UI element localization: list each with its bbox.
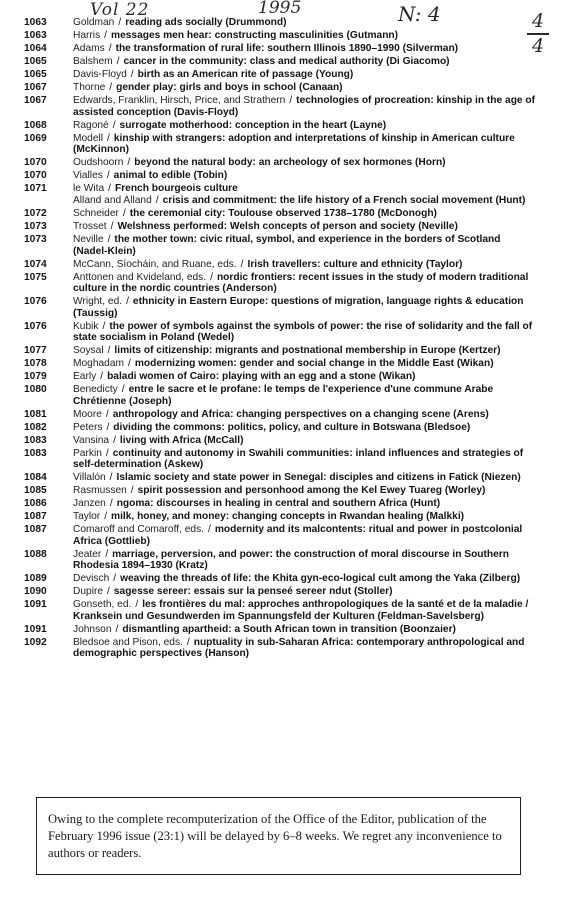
page-number: 1074 — [24, 258, 47, 270]
review-title: anthropology and Africa: changing perspectives on a changing scene (Arens) — [112, 408, 489, 420]
review-entry — [24, 586, 536, 598]
page-number: 1070 — [24, 157, 47, 168]
review-author: Goldman — [73, 17, 115, 28]
review-author: Gonseth, ed. — [73, 599, 132, 610]
page-number: 1087 — [24, 511, 47, 522]
review-title: nordic frontiers: recent issues in the study of modern traditional culture in the nordic countries (Anderson) — [73, 271, 529, 294]
review-author: Ragoné — [73, 119, 109, 131]
review-title: the transformation of rural life: southern Illinois 1890–1990 (Silverman) — [115, 43, 459, 54]
handwritten-issue-number: N: 4 — [398, 2, 441, 26]
review-title: gender play: girls and boys in school (Canaan) — [116, 82, 343, 93]
page-number: 1077 — [24, 345, 47, 356]
separator: / — [210, 271, 213, 283]
separator: / — [113, 573, 117, 584]
review-title: reading ads socially (Drummond) — [125, 17, 287, 28]
review-entry — [24, 422, 536, 434]
review-title: crisis and commitment: the life history of a French social movement (Hunt) — [162, 195, 526, 206]
review-entry — [24, 133, 536, 156]
review-entry — [24, 549, 536, 572]
review-author: Oudshoorn — [73, 157, 124, 168]
review-title: kinship with strangers: adoption and interpretations of kinship in American culture (McKinnon) — [73, 132, 515, 155]
review-entry — [24, 409, 536, 421]
separator: / — [105, 548, 109, 560]
review-author: Moghadam — [73, 358, 124, 369]
review-author: Soysal — [73, 345, 104, 356]
review-author: Balshem — [73, 56, 113, 67]
review-author: Taylor — [73, 511, 101, 522]
review-author: Bledsoe and Pison, eds. — [73, 636, 183, 648]
review-title: baladi women of Cairo: playing with an egg and a stone (Wikan) — [107, 371, 416, 382]
review-entry — [24, 573, 536, 585]
review-entry — [24, 448, 536, 471]
review-title: animal to edible (Tobin) — [113, 170, 228, 181]
review-entry — [24, 384, 536, 407]
review-title: modernity and its malcontents: ritual and power in postcolonial Africa (Gottlieb) — [73, 524, 523, 547]
page-number: 1092 — [24, 636, 47, 648]
review-entry — [24, 511, 536, 523]
separator: / — [113, 434, 116, 446]
review-author: Davis-Floyd — [73, 69, 127, 80]
page-number: 1063 — [24, 17, 47, 28]
review-entry — [24, 195, 536, 207]
review-author: Harris — [73, 30, 101, 41]
review-author: Wright, ed. — [73, 296, 123, 307]
review-entry — [24, 208, 536, 220]
review-title: weaving the threads of life: the Khita gyn-eco-logical cult among the Yaka (Zilberg) — [120, 573, 521, 584]
page-number: 1063 — [24, 30, 47, 41]
fraction-top: 4 — [531, 10, 545, 32]
separator: / — [186, 636, 190, 648]
page-number: 1076 — [24, 296, 47, 307]
review-title: Irish travellers: culture and ethnicity (Taylor) — [247, 258, 463, 270]
separator: / — [121, 384, 125, 395]
review-title: entre le sacre et le profane: le temps de l'experience d'une commune Arabe Chrétienne (Joseph) — [73, 384, 494, 407]
review-title: ngoma: discourses in healing in central and southern Africa (Hunt) — [116, 498, 441, 509]
page-number: 1075 — [24, 271, 47, 283]
page-number: 1073 — [24, 221, 47, 232]
page-number: 1079 — [24, 371, 47, 382]
review-entry — [24, 272, 536, 295]
fraction-bottom: 4 — [531, 34, 545, 57]
review-author: Anttonen and Kvideland, eds. — [73, 271, 207, 283]
separator: / — [109, 472, 113, 483]
page-number: 1068 — [24, 119, 47, 131]
page-number: 1084 — [24, 472, 47, 483]
review-entry — [24, 637, 536, 660]
page-number: 1091 — [24, 599, 47, 610]
review-title: technologies of procreation: kinship in the age of assisted conception (Davis-Floyd) — [73, 95, 536, 118]
review-entry — [24, 435, 536, 447]
review-title: messages men hear: constructing masculinities (Gutmann) — [111, 30, 399, 41]
review-title: French bourgeois culture — [114, 183, 238, 194]
review-title: the mother town: civic ritual, symbol, and experience in the borders of Scotland (Nadel-Klein) — [73, 234, 501, 257]
review-title: continuity and autonomy in Swahili communities: inland influences and strategies of self-determination (Askew) — [73, 447, 524, 470]
review-author: Adams — [73, 43, 105, 54]
page-number: 1072 — [24, 208, 47, 219]
separator: / — [108, 183, 111, 194]
page-number: 1073 — [24, 234, 47, 245]
separator: / — [107, 345, 111, 356]
review-entry — [24, 624, 536, 636]
page-number: 1087 — [24, 524, 47, 535]
review-title: surrogate motherhood: conception in the heart (Layne) — [119, 119, 387, 131]
review-author: le Wita — [73, 183, 105, 194]
page-number: 1082 — [24, 421, 47, 433]
separator: / — [104, 511, 108, 522]
page-number: 1071 — [24, 183, 47, 194]
review-entry — [24, 234, 536, 257]
page-number: 1065 — [24, 56, 47, 67]
review-title: birth as an American rite of passage (Young) — [137, 69, 354, 80]
review-author: Jeater — [73, 548, 102, 560]
separator: / — [289, 95, 293, 106]
review-author: Rasmussen — [73, 485, 127, 496]
review-author: Benedicty — [73, 384, 118, 395]
review-title: les frontières du mal: approches anthropologiques de la santé et de la maladie / Kranksein und Gesundwerden im Spannungsfeld der Kulturen (Feldman-Savelsberg) — [73, 599, 529, 622]
review-entry — [24, 221, 536, 233]
review-title: marriage, perversion, and power: the construction of moral discourse in Southern Rhodesia 1894–1930 (Kratz) — [73, 548, 509, 571]
review-entry — [24, 170, 536, 182]
review-author: Neville — [73, 234, 104, 245]
separator: / — [106, 170, 110, 181]
review-author: Vialles — [73, 170, 103, 181]
handwritten-year: 1995 — [258, 0, 302, 18]
review-entry — [24, 183, 536, 195]
separator: / — [104, 30, 108, 41]
review-title: modernizing women: gender and social change in the Middle East (Wikan) — [134, 358, 494, 369]
page-number: 1090 — [24, 586, 47, 597]
review-title: nuptuality in sub-Saharan Africa: contemporary anthropological and demographic perspectives (Hanson) — [73, 636, 525, 659]
review-title: the ceremonial city: Toulouse observed 1738–1780 (McDonogh) — [129, 208, 437, 219]
review-entry — [24, 321, 536, 344]
review-title: cancer in the community: class and medical authority (Di Giacomo) — [123, 56, 450, 67]
separator: / — [109, 82, 113, 93]
review-title: beyond the natural body: an archeology of sex hormones (Horn) — [134, 157, 446, 168]
review-title: milk, honey, and money: changing concepts in Rwandan healing (Malkki) — [111, 511, 465, 522]
review-author: Schneider — [73, 208, 119, 219]
page-number: 1088 — [24, 548, 47, 560]
separator: / — [107, 132, 110, 144]
page-number: 1086 — [24, 498, 47, 509]
review-entry — [24, 259, 536, 271]
handwritten-volume: Vol 22 — [90, 0, 150, 20]
review-entry — [24, 472, 536, 484]
review-entry — [24, 43, 536, 55]
review-author: Trosset — [73, 221, 107, 232]
separator: / — [107, 586, 110, 597]
separator: / — [105, 408, 109, 420]
review-author: Peters — [73, 421, 103, 433]
editor-notice-text: Owing to the complete recomputerization of the Office of the Editor, publication of the February 1996 issue (23:1) will be delayed by 6–8 weeks. We regret any inconvenience to authors or readers. — [48, 812, 502, 860]
separator: / — [115, 623, 119, 635]
page-number: 1083 — [24, 447, 47, 459]
page-number: 1081 — [24, 408, 47, 420]
review-title: the power of symbols against the symbols of power: the rise of solidarity and the fall of state socialism in Poland (Wedel) — [73, 320, 533, 343]
review-title: Islamic society and state power in Senegal: disciples and citizens in Fatick (Niezen) — [116, 472, 521, 483]
review-title: spirit possession and personhood among the Kel Ewey Tuareg (Worley) — [137, 485, 486, 496]
review-entry — [24, 82, 536, 94]
separator: / — [155, 195, 159, 206]
review-title: dividing the commons: politics, policy, and culture in Botswana (Bledsoe) — [113, 421, 471, 433]
separator: / — [122, 208, 126, 219]
separator: / — [126, 296, 129, 307]
review-author: Early — [73, 371, 97, 382]
review-title: dismantling apartheid: a South African town in transition (Boonzaier) — [122, 623, 456, 635]
review-author: Devisch — [73, 573, 110, 584]
page-number: 1085 — [24, 485, 47, 496]
review-author: Edwards, Franklin, Hirsch, Price, and Strathern — [73, 95, 286, 106]
review-title: ethnicity in Eastern Europe: questions of migration, language rights & education (Taussig) — [73, 296, 524, 319]
separator: / — [106, 421, 110, 433]
review-entry — [24, 498, 536, 510]
review-entry — [24, 296, 536, 319]
page-number: 1080 — [24, 384, 47, 395]
separator: / — [240, 258, 244, 270]
separator: / — [109, 498, 113, 509]
review-title: limits of citizenship: migrants and postnational membership in Europe (Kertzer) — [114, 345, 501, 356]
page-number: 1064 — [24, 43, 47, 54]
separator: / — [100, 371, 104, 382]
separator: / — [130, 485, 134, 496]
page-number: 1076 — [24, 320, 47, 332]
separator: / — [130, 69, 134, 80]
review-entry — [24, 524, 536, 547]
review-author: Vansina — [73, 434, 110, 446]
separator: / — [102, 320, 106, 332]
separator: / — [107, 234, 111, 245]
separator: / — [112, 119, 116, 131]
separator: / — [135, 599, 139, 610]
review-author: Moore — [73, 408, 102, 420]
book-review-list — [24, 17, 536, 661]
review-title: Welshness performed: Welsh concepts of person and society (Neville) — [117, 221, 458, 232]
review-entry — [24, 69, 536, 81]
separator: / — [105, 447, 109, 459]
review-author: Villalón — [73, 472, 106, 483]
editor-notice-box — [36, 797, 521, 875]
review-entry — [24, 30, 536, 42]
review-title: sagesse sereer: essais sur la penseé sereer ndut (Stoller) — [113, 586, 393, 597]
review-author: Parkin — [73, 447, 102, 459]
separator: / — [127, 157, 131, 168]
review-author: Alland and Alland — [73, 195, 152, 206]
review-title: living with Africa (McCall) — [119, 434, 244, 446]
separator: / — [108, 43, 112, 54]
review-entry — [24, 95, 536, 118]
page-number: 1078 — [24, 358, 47, 369]
page-number: 1089 — [24, 573, 47, 584]
review-entry — [24, 358, 536, 370]
separator: / — [116, 56, 120, 67]
review-entry — [24, 157, 536, 169]
review-entry — [24, 17, 536, 29]
page-number: 1083 — [24, 434, 47, 446]
review-author: Kubik — [73, 320, 99, 332]
page-number: 1091 — [24, 623, 47, 635]
separator: / — [110, 221, 114, 232]
review-author: McCann, Síocháin, and Ruane, eds. — [73, 258, 237, 270]
review-author: Modell — [73, 132, 104, 144]
review-author: Dupire — [73, 586, 104, 597]
review-author: Comaroff and Comaroff, eds. — [73, 524, 204, 535]
page-number: 1067 — [24, 82, 47, 93]
page-number: 1070 — [24, 170, 47, 181]
review-author: Janzen — [73, 498, 106, 509]
review-entry — [24, 345, 536, 357]
page-number: 1067 — [24, 95, 47, 106]
review-entry — [24, 485, 536, 497]
review-author: Johnson — [73, 623, 112, 635]
page-number: 1069 — [24, 132, 47, 144]
review-entry — [24, 56, 536, 68]
page-number: 1065 — [24, 69, 47, 80]
review-entry — [24, 599, 536, 622]
review-author: Thorne — [73, 82, 106, 93]
review-entry — [24, 120, 536, 132]
separator: / — [118, 17, 122, 28]
review-entry — [24, 371, 536, 383]
separator: / — [127, 358, 131, 369]
separator: / — [208, 524, 211, 535]
